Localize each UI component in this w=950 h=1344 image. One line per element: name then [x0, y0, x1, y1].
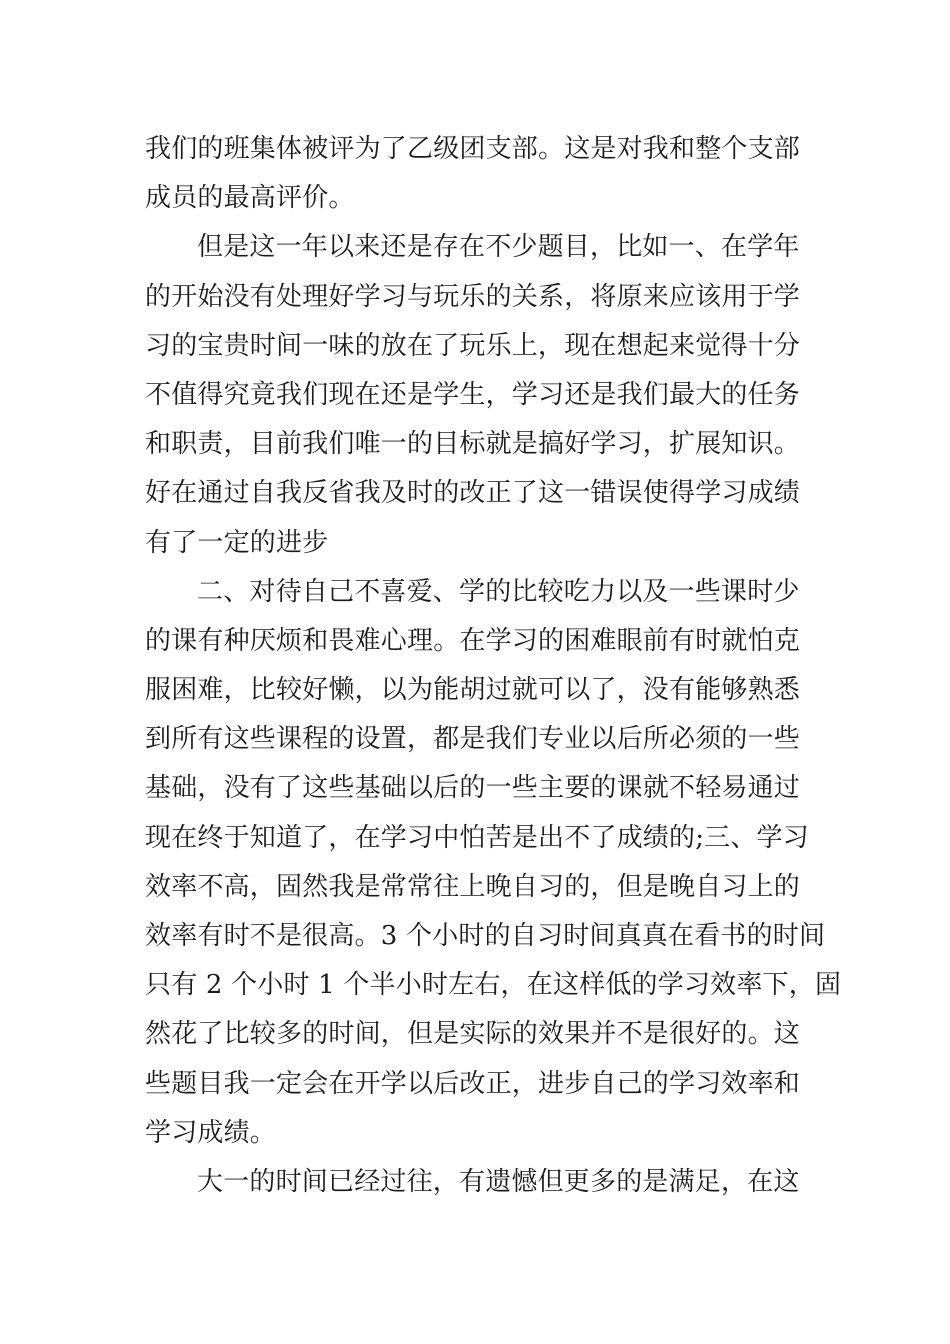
- text-line: 的课有种厌烦和畏难心理。在学习的困难眼前有时就怕克: [145, 625, 801, 656]
- text-line: 到所有这些课程的设置，都是我们专业以后所必须的一些: [145, 724, 801, 755]
- text-line: 但是这一年以来还是存在不少题目，比如一、在学年: [197, 232, 800, 263]
- text-line: 学习成绩。: [145, 1117, 277, 1148]
- text-line: 二、对待自己不喜爱、学的比较吃力以及一些课时少: [197, 576, 800, 607]
- text-line: 有了一定的进步: [145, 527, 329, 558]
- text-line: 成员的最高评价。: [145, 183, 355, 214]
- paragraph-2: [145, 223, 815, 567]
- text-line: 和职责，目前我们唯一的目标就是搞好学习，扩展知识。: [145, 429, 801, 460]
- text-line: 基础，没有了这些基础以后的一些主要的课就不轻易通过: [145, 773, 801, 804]
- text-line: 好在通过自我反省我及时的改正了这一错误使得学习成绩: [145, 478, 801, 509]
- text-line: 不值得究竟我们现在还是学生，学习还是我们最大的任务: [145, 379, 801, 410]
- text-line: 服困难，比较好懒，以为能胡过就可以了，没有能够熟悉: [145, 675, 801, 706]
- text-line: 效率有时不是很高。3 个小时的自习时间真真在看书的时间: [145, 921, 826, 951]
- text-line: 些题目我一定会在开学以后改正，进步自己的学习效率和: [145, 1068, 801, 1099]
- paragraph-1: [145, 125, 815, 223]
- text-line: 习的宝贵时间一味的放在了玩乐上，现在想起来觉得十分: [145, 330, 801, 361]
- text-line: 的开始没有处理好学习与玩乐的关系，将原来应该用于学: [145, 281, 801, 312]
- paragraph-4: [145, 1158, 815, 1207]
- text-line: 只有 2 个小时 1 个半小时左右，在这样低的学习效率下，固: [145, 970, 842, 1001]
- document-body: [145, 125, 842, 1207]
- text-line: 我们的班集体被评为了乙级团支部。这是对我和整个支部: [145, 134, 801, 164]
- text-line: 大一的时间已经过往，有遗憾但更多的是满足，在这: [197, 1166, 800, 1197]
- paragraph-3: [145, 568, 842, 1158]
- text-line: 效率不高，固然我是常常往上晚自习的，但是晚自习上的: [145, 871, 801, 902]
- text-line: 现在终于知道了，在学习中怕苦是出不了成绩的;三、学习: [145, 822, 809, 853]
- text-line: 然花了比较多的时间，但是实际的效果并不是很好的。这: [145, 1019, 801, 1050]
